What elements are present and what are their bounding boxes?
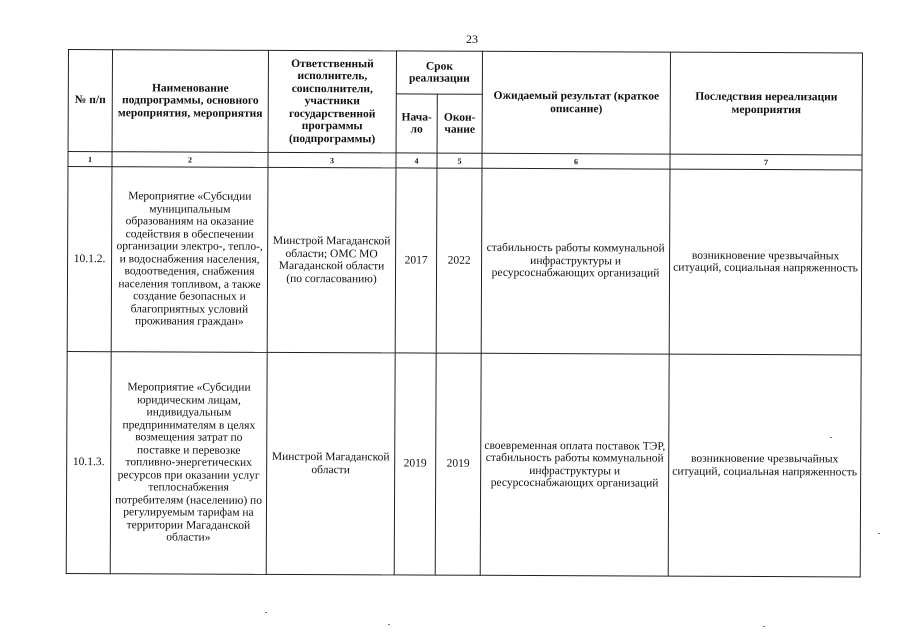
row-consequences: возникновение чрезвычайных ситуаций, социальная напряженность [668, 354, 861, 577]
page-number: 23 [466, 32, 478, 46]
header-result: Ожидаемый результат (краткое описание) [482, 51, 670, 154]
header-term: Срок реализации [396, 51, 482, 94]
table-row [67, 167, 862, 355]
header-start: Нача-ло [396, 94, 437, 153]
row-end: 2019 [435, 353, 481, 575]
row-start: 2017 [395, 168, 437, 353]
column-number: 4 [396, 153, 437, 168]
row-num: 10.1.3. [66, 351, 111, 573]
column-number: 7 [670, 154, 862, 170]
scan-speck [763, 626, 765, 627]
row-name: Мероприятие «Субсидии муниципальным образованиям на оказание содействия в обеспечении организации электро-, тепло-, и водоснабжения населения, водоотведения, снабжения населения топливом, а также создание безопасных и благоприятных условий проживания граждан» [111, 167, 268, 353]
scan-speck [388, 624, 390, 625]
header-end: Окон-чание [437, 94, 482, 153]
header-num: № п/п [68, 50, 112, 152]
scan-speck [830, 437, 832, 438]
row-result: стабильность работы коммунальной инфраструктуры и ресурсоснабжающих организаций [481, 168, 670, 354]
row-num: 10.1.2. [67, 167, 112, 352]
row-end: 2022 [436, 168, 482, 353]
row-executor: Минстрой Магаданской области [266, 352, 395, 575]
row-consequences: возникновение чрезвычайных ситуаций, социальная напряженность [669, 169, 862, 355]
row-executor: Минстрой Магаданской области; ОМС МО Магаданской области (по согласованию) [267, 167, 396, 353]
header-consequences: Последствия нереализации мероприятия [670, 52, 862, 155]
column-number: 1 [68, 152, 112, 167]
column-number: 2 [112, 152, 268, 168]
header-name: Наименование подпрограммы, основного мероприятия, мероприятия [112, 50, 268, 153]
table-row [66, 351, 861, 576]
row-name: Мероприятие «Субсидии юридическим лицам, индивидуальным предпринимателям в целях возмещения затрат по поставке и перевозке топливно-энергетических ресурсов при оказании услуг теплоснабжения потребителям (населению) по регулируемым тарифам на территории Магаданской области» [110, 352, 267, 575]
column-number: 5 [437, 153, 482, 168]
column-number: 3 [268, 152, 396, 168]
measures-table [66, 49, 863, 577]
scan-speck [878, 533, 880, 534]
row-start: 2019 [394, 353, 436, 575]
column-number: 6 [482, 153, 670, 169]
row-result: своевременная оплата поставок ТЭР, стабильность работы коммунальной инфраструктуры и ресурсоснабжающих организаций [480, 353, 669, 576]
header-executor: Ответственный исполнитель, соисполнители, участники государственной программы (подпрограммы) [268, 50, 396, 153]
scan-speck [265, 612, 267, 613]
